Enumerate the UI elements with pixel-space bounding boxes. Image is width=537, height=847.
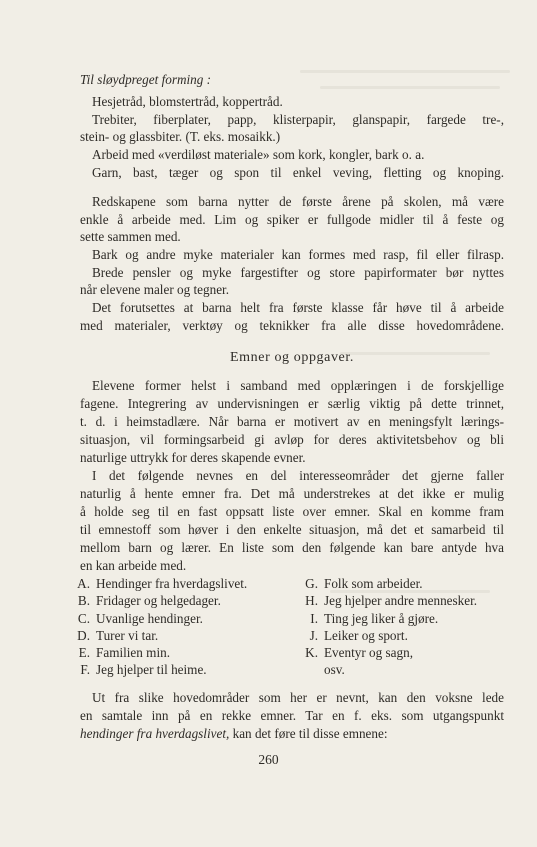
- materials-line: stein- og glassbiter. (T. eks. mosaikk.): [80, 129, 281, 144]
- topic-text: Leiker og sport.: [324, 627, 408, 643]
- paragraph-line: Bark og andre myke materialer kan formes med rasp, fil eller filrasp.: [92, 247, 504, 262]
- topic-item: [66, 575, 296, 592]
- topic-letter: K.: [305, 645, 318, 661]
- paragraph-line: Redskapene som barna nytter de første årene på skolen, må være: [92, 194, 504, 209]
- topic-letter: I.: [310, 610, 318, 626]
- topic-text: Turer vi tar.: [96, 627, 159, 643]
- topic-letter: E.: [78, 645, 90, 661]
- topic-letter: G.: [305, 576, 318, 591]
- topic-text: Ting jeg liker å gjøre.: [324, 610, 439, 626]
- topic-text: Uvanlige hendinger.: [96, 610, 203, 626]
- topic-text: Folk som arbeider.: [324, 576, 423, 591]
- paragraph-line: å holde seg til en fast oppsatt liste over emner. Skal en komme fram: [80, 504, 504, 519]
- section-label: Til sløydpreget forming :: [80, 72, 212, 87]
- materials-line: Trebiter, fiberplater, papp, klisterpapir, glanspapir, fargede tre-,: [92, 112, 504, 127]
- topic-letter: F.: [80, 662, 90, 678]
- paragraph-line: naturlige uttrykk for deres skapende evner.: [80, 450, 306, 465]
- topic-letter: C.: [77, 610, 90, 626]
- topic-text: Fridager og helgedager.: [96, 593, 221, 609]
- topic-item: [294, 610, 509, 627]
- topic-letter: D.: [77, 627, 90, 643]
- topic-text: Eventyr og sagn,: [324, 645, 413, 661]
- topic-item: [66, 627, 296, 644]
- line-rest: kan det føre til disse emnene:: [229, 726, 388, 741]
- paragraph-line: en kan arbeide med.: [80, 558, 187, 573]
- topic-letter: J.: [309, 627, 318, 643]
- paragraph-line: med materialer, verktøy og teknikker fra alle disse hovedområdene.: [80, 318, 504, 333]
- page-number: 260: [258, 752, 279, 767]
- topics-list-right: [294, 575, 509, 679]
- topic-item: [294, 575, 509, 592]
- paragraph-line: Ut fra slike hovedområder som her er nevnt, kan den voksne lede: [92, 690, 504, 705]
- paragraph-line: fagene. Integrering av undervisningen er særlig viktig på dette trinnet,: [80, 396, 504, 411]
- topic-item: [66, 661, 296, 678]
- topic-text: Jeg hjelper til heime.: [96, 662, 207, 678]
- paragraph-line: når elevene maler og tegner.: [80, 282, 230, 297]
- topic-text: osv.: [324, 662, 345, 678]
- materials-line: Hesjetråd, blomstertråd, koppertråd.: [92, 94, 283, 109]
- paragraph-line: Brede pensler og myke fargestifter og store papirformater bør nyttes: [92, 265, 504, 280]
- paragraph-line: Det forutsettes at barna helt fra første klasse får høve til å arbeide: [92, 300, 504, 315]
- italic-phrase: hendinger fra hverdagslivet,: [80, 726, 230, 741]
- paragraph-line: enkle å arbeide med. Lim og spiker er fullgode midler til å feste og: [80, 212, 504, 227]
- paragraph-line: [80, 725, 504, 742]
- topic-text: Jeg hjelper andre mennesker.: [324, 593, 478, 609]
- materials-line: Arbeid med «verdiløst materiale» som kork, kongler, bark o. a.: [92, 147, 425, 162]
- topic-letter: A.: [77, 576, 90, 591]
- paragraph-line: naturlig å hente emner fra. Det må understrekes at det ikke er mulig: [80, 486, 504, 501]
- topics-list-left: [66, 575, 296, 679]
- section-heading: Emner og oppgaver.: [230, 350, 354, 365]
- paragraph-line: Elevene former helst i samband med opplæringen i de forskjellige: [92, 378, 504, 393]
- topic-item: [294, 644, 509, 661]
- topic-item: [294, 661, 509, 678]
- topic-text: Familien min.: [96, 645, 170, 661]
- paragraph-line: situasjon, vil formingsarbeid gi avløp for deres aktivitetsbehov og bli: [80, 432, 504, 447]
- paragraph-line: t. d. i heimstadlære. Når barna er motivert av en meningsfylt lærings-: [80, 414, 504, 429]
- paragraph-line: sette sammen med.: [80, 229, 181, 244]
- topic-text: Hendinger fra hverdagslivet.: [96, 576, 248, 591]
- topic-item: [66, 610, 296, 627]
- topic-letter: H.: [305, 593, 318, 609]
- topic-item: [66, 644, 296, 661]
- paragraph-line: I det følgende nevnes en del interesseområder det gjerne faller: [92, 468, 504, 483]
- topic-item: [294, 592, 509, 609]
- topic-item: [294, 627, 509, 644]
- topic-letter: B.: [77, 593, 90, 609]
- paragraph-line: en samtale inn på en rekke emner. Tar en f. eks. som utgangspunkt: [80, 708, 504, 723]
- topic-item: [66, 592, 296, 609]
- materials-line: Garn, bast, tæger og spon til enkel veving, fletting og knoping.: [92, 165, 504, 180]
- paragraph-line: mellom barn og lærer. En liste som den følgende kan bare antyde hva: [80, 540, 504, 555]
- paragraph-line: til emnestoff som høver i den enkelte situasjon, må det et samarbeid til: [80, 522, 504, 537]
